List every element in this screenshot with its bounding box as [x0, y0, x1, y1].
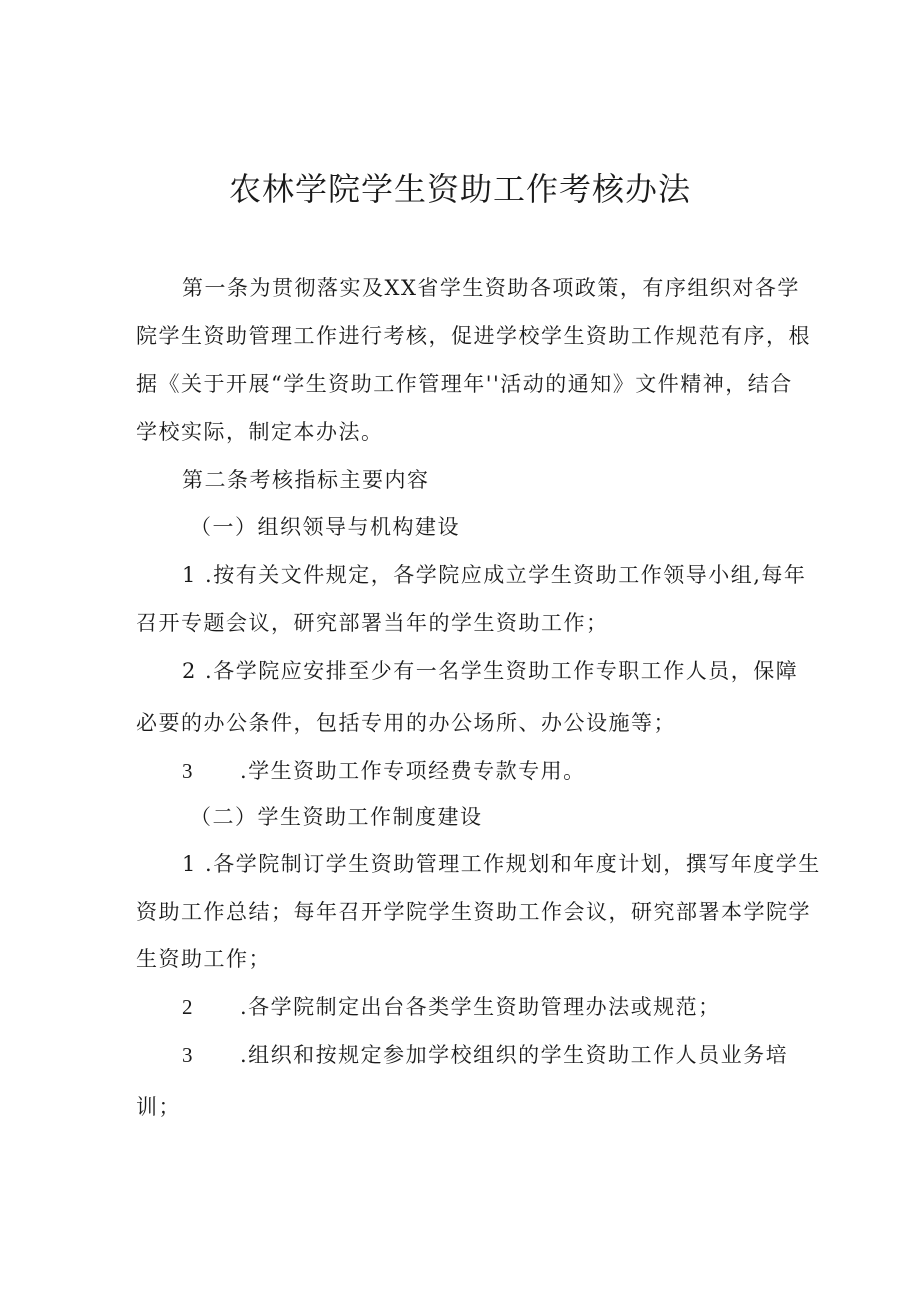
- list-item-line: [182, 992, 721, 1022]
- paragraph-line: 院学生资助管理工作进行考核，促进学校学生资助工作规范有序，根: [136, 324, 811, 348]
- item-number: 2: [182, 995, 194, 1019]
- item-text: .各学院制定出台各类学生资助管理办法或规范；: [240, 995, 721, 1019]
- section-heading: 第二条考核指标主要内容: [182, 468, 430, 492]
- list-item-line: 资助工作总结；每年召开学院学生资助工作会议，研究部署本学院学: [136, 900, 811, 924]
- item-number: 3: [182, 759, 194, 783]
- subsection-heading: （二）学生资助工作制度建设: [190, 805, 483, 829]
- list-item-line: 2 .各学院应安排至少有一名学生资助工作专职工作人员，保障: [182, 659, 799, 683]
- item-text: .学生资助工作专项经费专款专用。: [240, 759, 586, 783]
- paragraph-line: 第一条为贯彻落实及XX省学生资助各项政策，有序组织对各学: [182, 276, 800, 300]
- list-item-line: 1 .各学院制订学生资助管理工作规划和年度计划，撰写年度学生: [182, 852, 821, 876]
- paragraph-line: 据《关于开展“学生资助工作管理年''活动的通知》文件精神，结合: [136, 372, 793, 396]
- list-item-line: 生资助工作；: [136, 947, 271, 971]
- list-item-line: 训；: [136, 1095, 181, 1119]
- document-title: 农林学院学生资助工作考核办法: [228, 170, 691, 208]
- subsection-heading: （一）组织领导与机构建设: [190, 515, 460, 539]
- list-item-line: [182, 756, 586, 786]
- list-item-line: 必要的办公条件，包括专用的办公场所、办公设施等；: [136, 711, 676, 735]
- item-number: 3: [182, 1043, 194, 1067]
- list-item-line: 召开专题会议，研究部署当年的学生资助工作；: [136, 611, 609, 635]
- list-item-line: [182, 1040, 788, 1070]
- item-text: .组织和按规定参加学校组织的学生资助工作人员业务培: [240, 1043, 789, 1067]
- list-item-line: 1 .按有关文件规定，各学院应成立学生资助工作领导小组,每年: [182, 563, 807, 587]
- paragraph-line: 学校实际，制定本办法。: [136, 420, 384, 444]
